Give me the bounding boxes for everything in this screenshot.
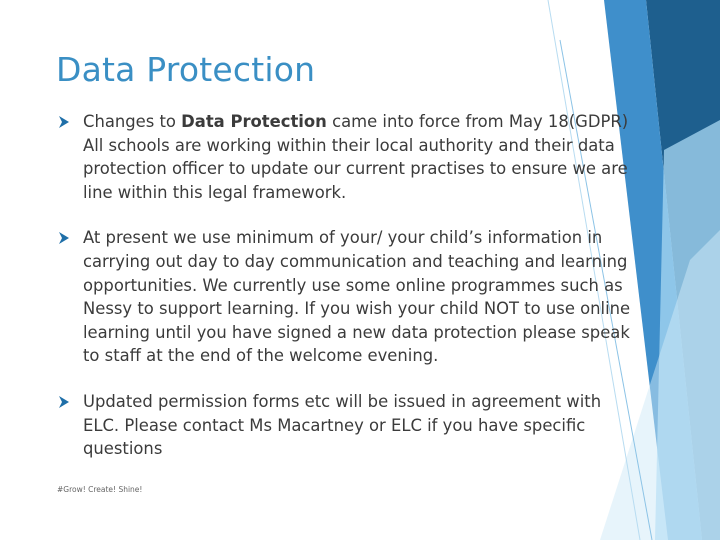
arrowhead-bullet-icon: [58, 116, 70, 128]
bullet-item: [58, 390, 638, 461]
arrowhead-bullet-icon: [58, 396, 70, 408]
bullet-item: [58, 110, 638, 204]
footer-slogan: #Grow! Create! Shine!: [57, 485, 143, 494]
bullet-text: Updated permission forms etc will be issued in agreement with ELC. Please contact Ms Macartney or ELC if you have specific questions: [83, 391, 602, 459]
bullet-text: came into force from May 18(GDPR) All schools are working within their local authority and their data protection officer to update our current practises to ensure we are line within this legal framework.: [83, 112, 629, 202]
slide-title: Data Protection: [56, 50, 316, 89]
bullet-text: Changes to: [83, 112, 182, 131]
bullet-text-bold: Data Protection: [181, 112, 327, 131]
arrowhead-bullet-icon: [58, 232, 70, 244]
bullet-list: [58, 110, 638, 483]
bullet-text: At present we use minimum of your/ your child’s information in carrying out day to day communication and teaching and learning opportunities. We currently use some online programmes such as Nessy to support learning. If you wish your child NOT to use online learning until you have signed a new data protection please speak to staff at the end of the welcome evening.: [83, 228, 631, 366]
bullet-item: [58, 226, 638, 368]
